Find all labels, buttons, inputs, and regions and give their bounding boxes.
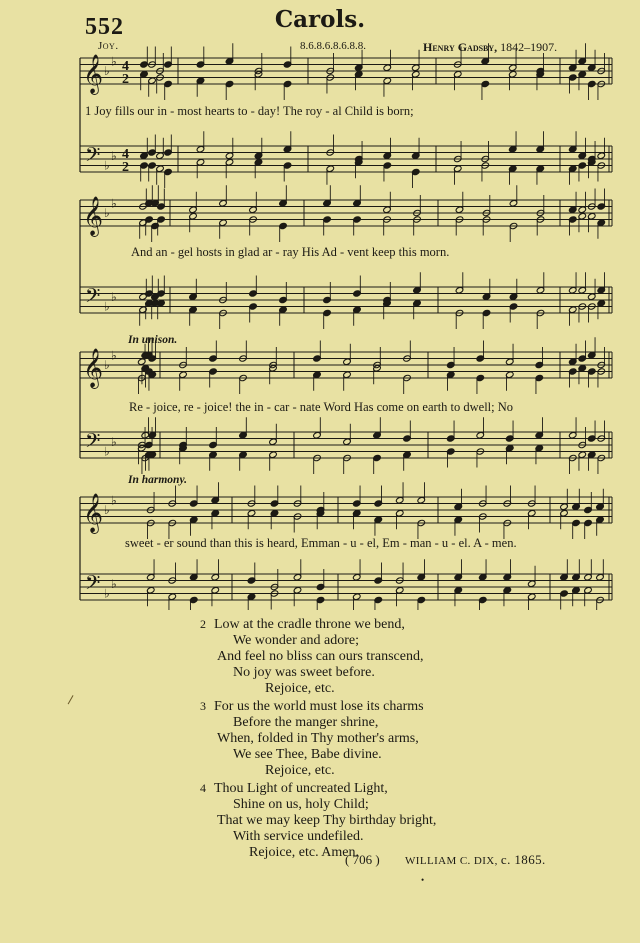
treble-clef: 𝄞	[83, 196, 104, 236]
verse-number: 2	[200, 617, 206, 631]
verse-number: 4	[200, 781, 206, 795]
verse-line: Low at the cradle throne we bend,	[214, 617, 405, 632]
treble-clef: 𝄞	[83, 348, 104, 388]
flat-sign: ♭	[104, 358, 110, 372]
flat-sign: ♭	[111, 434, 117, 449]
composer-name: Henry Gadsby,	[423, 40, 498, 54]
bass-clef: 𝄢	[85, 429, 101, 457]
flat-sign: ♭	[104, 64, 110, 78]
hymn-number: 552	[85, 14, 124, 40]
verse-number: 3	[200, 699, 206, 713]
flat-sign: ♭	[111, 576, 117, 591]
lyrics-line-4: sweet - er sound than this is heard, Emman - u - el, Em - man - u - el. A - men.	[125, 536, 517, 550]
composer-years: 1842–1907.	[500, 40, 558, 54]
verse-line: For us the world must lose its charms	[214, 699, 424, 714]
verse-4	[200, 780, 436, 861]
pencil-mark	[68, 695, 75, 705]
flat-sign: ♭	[111, 196, 117, 211]
flat-sign: ♭	[111, 493, 117, 508]
verse-line: No joy was sweet before.	[233, 665, 375, 680]
meter: 8.6.8.6.8.6.8.8.	[300, 40, 366, 52]
verse-line: Shine on us, holy Child;	[233, 797, 369, 812]
author-name: WILLIAM C. DIX,	[405, 855, 498, 867]
flat-sign: ♭	[104, 444, 110, 459]
verse-line: Before the manger shrine,	[233, 715, 379, 730]
time-signature: 2	[122, 72, 129, 87]
flat-sign: ♭	[104, 206, 110, 220]
verse-2	[200, 616, 436, 697]
bass-clef: 𝄢	[85, 571, 101, 599]
lyrics-line-3: Re - joice, re - joice! the in - car - nate Word Has come on earth to dwell; No	[129, 400, 514, 414]
ornament-dot: •	[421, 875, 425, 885]
direction-harmony: In harmony.	[128, 474, 188, 486]
lyrics-line-2: And an - gel hosts in glad ar - ray His Ad - vent keep this morn.	[131, 245, 450, 259]
flat-sign: ♭	[111, 54, 117, 69]
verse-line: That we may keep Thy birthday bright,	[217, 813, 437, 828]
verse-line: And feel no bliss can ours transcend,	[217, 649, 424, 664]
bass-clef: 𝄢	[85, 284, 101, 312]
bass-clef: 𝄢	[85, 143, 101, 171]
section-title: Carols.	[274, 6, 366, 33]
author-year: c. 1865.	[500, 852, 546, 867]
treble-clef: 𝄞	[83, 54, 104, 94]
verse-line: With service undefiled.	[233, 829, 364, 844]
verse-line: Thou Light of uncreated Light,	[214, 781, 388, 796]
time-signature: 4	[122, 147, 129, 162]
time-signature: 2	[122, 160, 129, 175]
verses	[200, 616, 436, 862]
treble-clef: 𝄞	[83, 493, 104, 533]
page-number: ( 706 )	[345, 852, 380, 867]
flat-sign: ♭	[104, 503, 110, 517]
tune-name: Joy.	[98, 40, 119, 52]
time-signature: 4	[122, 59, 129, 74]
direction-unison: In unison.	[128, 334, 178, 346]
verse-line: Rejoice, etc. Amen.	[249, 845, 360, 860]
flat-sign: ♭	[111, 148, 117, 163]
flat-sign: ♭	[111, 348, 117, 363]
author	[405, 852, 546, 868]
flat-sign: ♭	[104, 586, 110, 601]
flat-sign: ♭	[104, 158, 110, 173]
verse-line: When, folded in Thy mother's arms,	[217, 731, 419, 746]
flat-sign: ♭	[111, 289, 117, 304]
verse-line: We wonder and adore;	[233, 633, 359, 648]
verse-line: Rejoice, etc.	[265, 763, 335, 778]
verse-line: We see Thee, Babe divine.	[233, 747, 382, 762]
verse-3	[200, 698, 436, 779]
lyrics-line-1: 1 Joy fills our in - most hearts to - day! The roy - al Child is born;	[85, 104, 414, 118]
flat-sign: ♭	[104, 299, 110, 314]
verse-line: Rejoice, etc.	[265, 681, 335, 696]
